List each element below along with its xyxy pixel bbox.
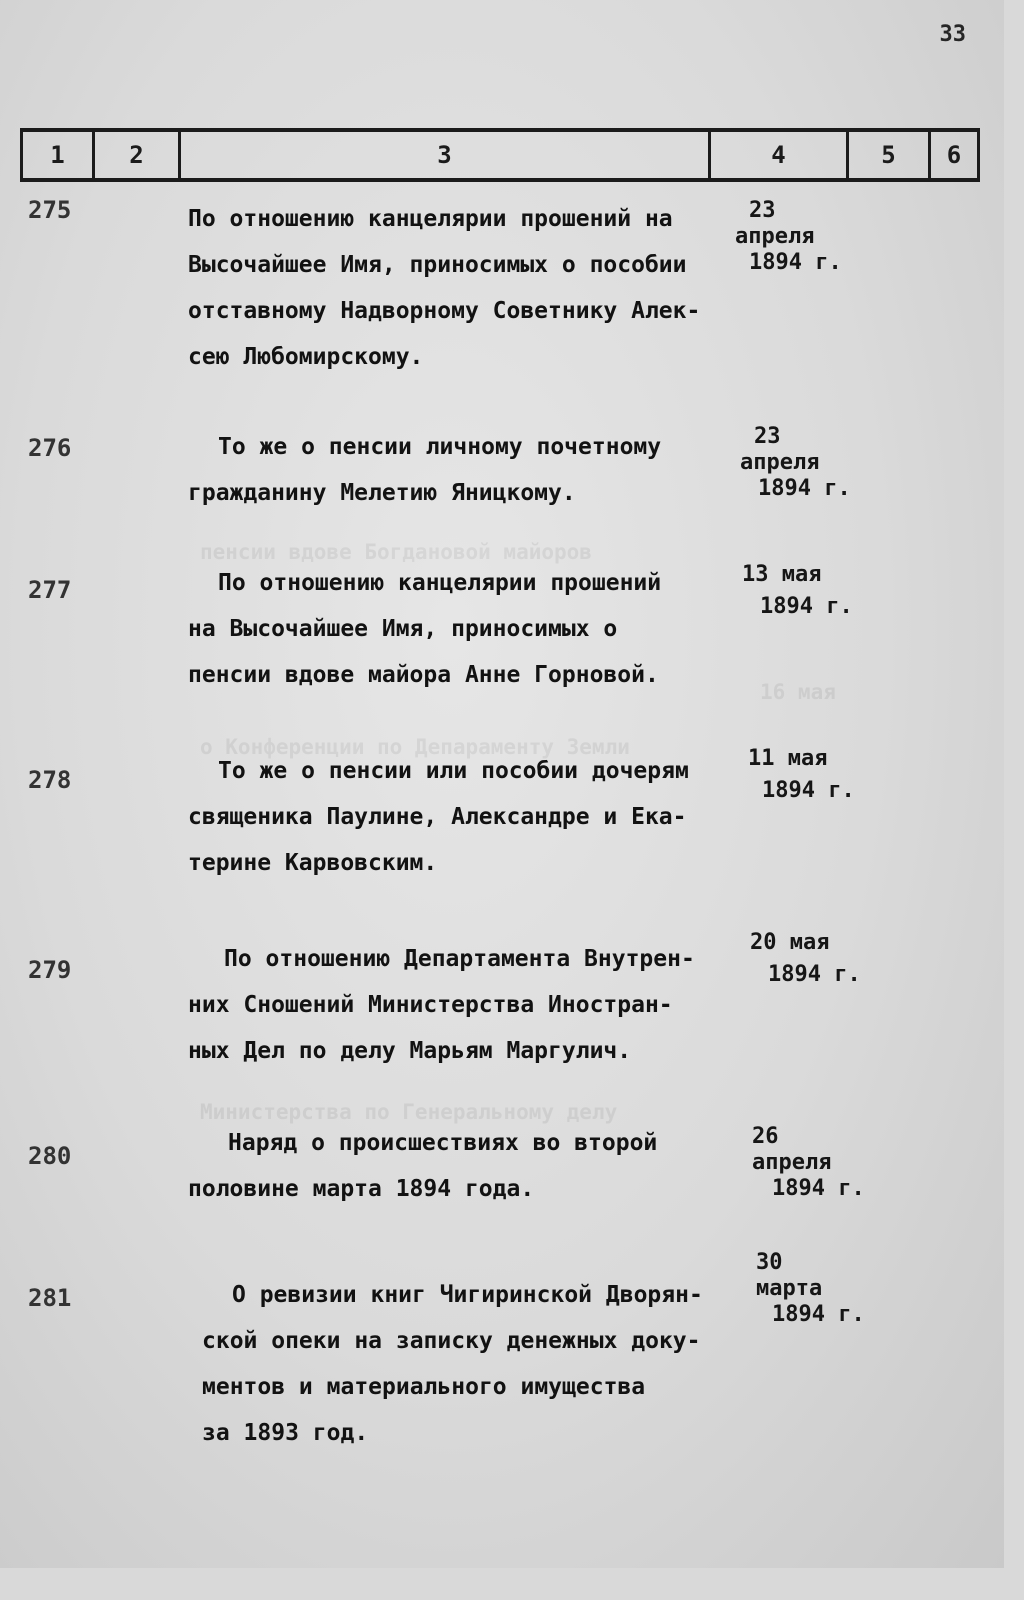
description-line: То же о пенсии личному почетному <box>218 434 662 460</box>
date-line: 23 <box>749 198 776 223</box>
date-line: 1894 г. <box>760 594 853 619</box>
date-line: 20 мая <box>750 930 830 955</box>
date-line: апреля <box>752 1150 832 1175</box>
date-line: 11 мая <box>748 746 828 771</box>
description-line: По отношению канцелярии прошений на <box>188 206 673 232</box>
description-line: священика Паулине, Александре и Ека- <box>188 804 687 830</box>
date-line: 1894 г. <box>762 778 855 803</box>
record-number: 275 <box>28 196 72 224</box>
description-line: терине Карвовским. <box>188 850 438 876</box>
description-line: Высочайшее Имя, приносимых о пособии <box>188 252 687 278</box>
description-line: Наряд о происшествиях во второй <box>228 1130 658 1156</box>
record-description <box>188 936 728 1074</box>
description-line: ской опеки на записку денежных доку- <box>202 1328 701 1354</box>
description-line: сею Любомирскому. <box>188 344 424 370</box>
record-number: 277 <box>28 576 72 604</box>
date-line: 1894 г. <box>749 250 842 275</box>
description-line: отставному Надворному Советнику Алек- <box>188 298 701 324</box>
description-line: О ревизии книг Чигиринской Дворян- <box>232 1282 703 1308</box>
description-line: ментов и материального имущества <box>202 1374 646 1400</box>
column-header-3: 3 <box>178 132 708 178</box>
description-line: гражданину Мелетию Яницкому. <box>188 480 576 506</box>
record-description <box>188 748 728 886</box>
bleed-through-text: Министерства по Генеральному делу <box>200 1100 618 1124</box>
date-line: 1894 г. <box>772 1176 865 1201</box>
record-date <box>748 746 898 804</box>
date-line: апреля <box>740 450 820 475</box>
date-line: 13 мая <box>742 562 822 587</box>
bleed-through-text: пенсии вдове Богдановой майоров <box>200 540 592 564</box>
record-description <box>188 1120 728 1212</box>
record-description <box>188 196 728 380</box>
description-line: ных Дел по делу Марьям Маргулич. <box>188 1038 632 1064</box>
description-line: за 1893 год. <box>202 1420 369 1446</box>
column-header-6: 6 <box>928 132 980 178</box>
description-line: на Высочайшее Имя, приносимых о <box>188 616 618 642</box>
bleed-through-text: о Конференции по Депараменту Земли <box>200 735 630 759</box>
description-line: пенсии вдове майора Анне Горновой. <box>188 662 659 688</box>
date-line: 1894 г. <box>772 1302 865 1327</box>
record-description <box>188 424 728 516</box>
page-number: 33 <box>939 22 966 47</box>
date-line: марта <box>756 1276 823 1301</box>
description-line: По отношению Департамента Внутрен- <box>224 946 695 972</box>
record-description <box>202 1272 742 1456</box>
record-date <box>750 930 900 988</box>
date-line: апреля <box>735 224 815 249</box>
description-line: То же о пенсии или пособии дочерям <box>218 758 689 784</box>
record-date <box>756 1250 906 1328</box>
column-header-1: 1 <box>20 132 92 178</box>
record-date <box>752 1124 902 1202</box>
record-number: 280 <box>28 1142 72 1170</box>
date-line: 1894 г. <box>768 962 861 987</box>
record-number: 278 <box>28 766 72 794</box>
date-line: 30 <box>756 1250 783 1275</box>
date-line: 23 <box>754 424 781 449</box>
record-description <box>188 560 728 698</box>
description-line: половине марта 1894 года. <box>188 1176 535 1202</box>
date-line: 26 <box>752 1124 779 1149</box>
date-line: 1894 г. <box>758 476 851 501</box>
record-date <box>740 424 890 502</box>
column-header-2: 2 <box>92 132 178 178</box>
column-header-5: 5 <box>846 132 928 178</box>
record-date <box>742 562 892 620</box>
record-number: 281 <box>28 1284 72 1312</box>
description-line: По отношению канцелярии прошений <box>218 570 662 596</box>
record-date <box>735 198 885 276</box>
description-line: них Сношений Министерства Иностран- <box>188 992 673 1018</box>
record-number: 279 <box>28 956 72 984</box>
column-header-row <box>20 128 980 182</box>
column-header-4: 4 <box>708 132 846 178</box>
bleed-through-text: 16 мая <box>760 680 836 704</box>
record-number: 276 <box>28 434 72 462</box>
